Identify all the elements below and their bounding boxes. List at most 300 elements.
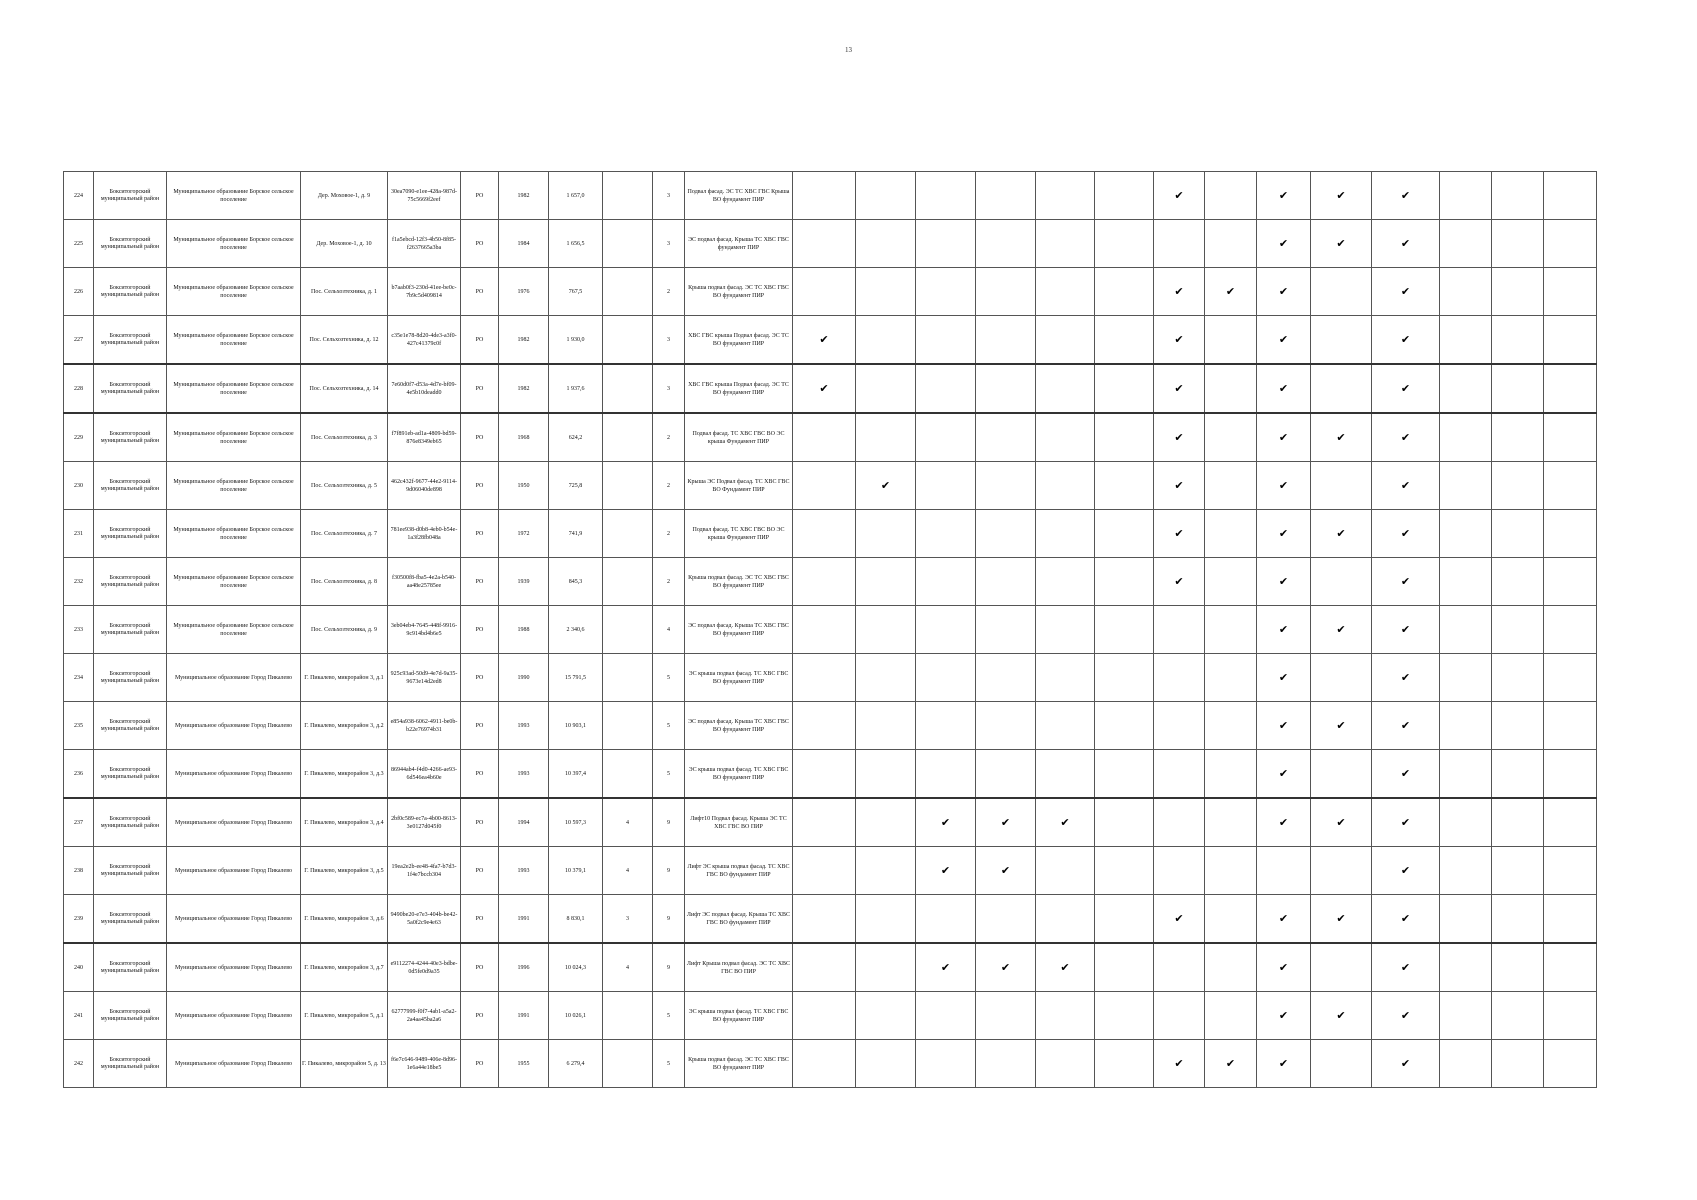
check-cell-5: [1036, 895, 1095, 944]
check-cell-11: ✔: [1372, 847, 1440, 895]
check-cell-2: [856, 172, 916, 220]
works-list-cell: Крыша подвал фасад. ЭС ТС ХВС ГВС ВО фундамент ПИР: [685, 558, 793, 606]
check-cell-4: [976, 606, 1036, 654]
check-cell-11: ✔: [1372, 750, 1440, 799]
ownership-type-cell: РО: [461, 172, 499, 220]
check-cell-14: [1544, 558, 1597, 606]
extra-count-cell: [603, 413, 653, 462]
check-cell-11: ✔: [1372, 943, 1440, 992]
check-cell-9: ✔: [1257, 606, 1311, 654]
check-cell-13: [1492, 992, 1544, 1040]
guid-cell: 7e60d0f7-d53a-4d7e-bf09-4e5b10deadd0: [388, 364, 461, 413]
extra-count-cell: [603, 364, 653, 413]
check-cell-9: ✔: [1257, 798, 1311, 847]
guid-cell: b7aab0f3-230d-41ee-be0c-7b9c5d409814: [388, 268, 461, 316]
check-cell-12: [1440, 364, 1492, 413]
guid-cell: e854a938-6062-4911-be0b-b22e76974b31: [388, 702, 461, 750]
row-number: 237: [64, 798, 94, 847]
check-cell-5: [1036, 1040, 1095, 1088]
area-cell: 1 930,0: [549, 316, 603, 365]
check-cell-7: ✔: [1154, 510, 1205, 558]
guid-cell: e9112274-4244-40e3-bdbe-0d5fe0d9a35: [388, 943, 461, 992]
check-cell-12: [1440, 510, 1492, 558]
guid-cell: f30500f8-fba5-4e2a-b540-aa48e25785ee: [388, 558, 461, 606]
check-cell-2: [856, 268, 916, 316]
check-cell-12: [1440, 558, 1492, 606]
check-cell-5: ✔: [1036, 943, 1095, 992]
check-cell-2: [856, 895, 916, 944]
check-cell-12: [1440, 702, 1492, 750]
extra-count-cell: 3: [603, 895, 653, 944]
check-cell-2: [856, 316, 916, 365]
row-number: 233: [64, 606, 94, 654]
check-cell-11: ✔: [1372, 364, 1440, 413]
check-cell-9: ✔: [1257, 1040, 1311, 1088]
ownership-type-cell: РО: [461, 654, 499, 702]
guid-cell: 62777999-f0f7-4ab1-a5a2-2a4aa45ba2a6: [388, 992, 461, 1040]
check-cell-6: [1095, 413, 1154, 462]
check-cell-7: ✔: [1154, 268, 1205, 316]
municipality-cell: Муниципальное образование Борское сельское поселение: [167, 220, 301, 268]
ownership-type-cell: РО: [461, 1040, 499, 1088]
row-number: 239: [64, 895, 94, 944]
check-cell-7: [1154, 750, 1205, 799]
table-row: [64, 172, 1597, 220]
address-cell: Пос. Сельхозтехника, д. 3: [301, 413, 388, 462]
address-cell: Пос. Сельхозтехника, д. 12: [301, 316, 388, 365]
ownership-type-cell: РО: [461, 413, 499, 462]
district-cell: Бокситогорский муниципальный район: [94, 316, 167, 365]
district-cell: Бокситогорский муниципальный район: [94, 750, 167, 799]
check-cell-4: [976, 702, 1036, 750]
check-cell-11: ✔: [1372, 558, 1440, 606]
check-cell-3: [916, 895, 976, 944]
year-cell: 1991: [499, 992, 549, 1040]
check-cell-2: [856, 364, 916, 413]
check-cell-3: [916, 558, 976, 606]
district-cell: Бокситогорский муниципальный район: [94, 558, 167, 606]
extra-count-cell: 4: [603, 847, 653, 895]
check-cell-3: [916, 172, 976, 220]
district-cell: Бокситогорский муниципальный район: [94, 413, 167, 462]
extra-count-cell: [603, 220, 653, 268]
year-cell: 1982: [499, 364, 549, 413]
check-cell-8: [1205, 510, 1257, 558]
year-cell: 1976: [499, 268, 549, 316]
check-cell-7: [1154, 654, 1205, 702]
area-cell: 10 397,4: [549, 750, 603, 799]
check-cell-5: [1036, 462, 1095, 510]
floors-cell: 3: [653, 316, 685, 365]
check-cell-13: [1492, 172, 1544, 220]
table-row: [64, 606, 1597, 654]
check-cell-7: ✔: [1154, 462, 1205, 510]
check-cell-10: [1311, 558, 1372, 606]
area-cell: 725,8: [549, 462, 603, 510]
year-cell: 1982: [499, 172, 549, 220]
guid-cell: 2bf0c589-ec7a-4b00-8613-3e0127d045f0: [388, 798, 461, 847]
check-cell-1: [793, 1040, 856, 1088]
district-cell: Бокситогорский муниципальный район: [94, 992, 167, 1040]
check-cell-11: ✔: [1372, 798, 1440, 847]
row-number: 236: [64, 750, 94, 799]
address-cell: Г. Пикалево, микрорайон 3, д.5: [301, 847, 388, 895]
check-cell-4: [976, 558, 1036, 606]
row-number: 228: [64, 364, 94, 413]
extra-count-cell: [603, 1040, 653, 1088]
works-list-cell: Подвал фасад. ЭС ТС ХВС ГВС Крыша ВО фундамент ПИР: [685, 172, 793, 220]
check-cell-14: [1544, 606, 1597, 654]
year-cell: 1968: [499, 413, 549, 462]
ownership-type-cell: РО: [461, 895, 499, 944]
check-cell-1: [793, 847, 856, 895]
check-cell-5: [1036, 316, 1095, 365]
check-cell-10: [1311, 364, 1372, 413]
year-cell: 1988: [499, 606, 549, 654]
ownership-type-cell: РО: [461, 992, 499, 1040]
check-cell-13: [1492, 798, 1544, 847]
row-number: 238: [64, 847, 94, 895]
check-cell-14: [1544, 847, 1597, 895]
year-cell: 1972: [499, 510, 549, 558]
floors-cell: 2: [653, 413, 685, 462]
check-cell-4: ✔: [976, 798, 1036, 847]
check-cell-3: [916, 316, 976, 365]
works-list-cell: Лифт Крыша подвал фасад. ЭС ТС ХВС ГВС ВО ПИР: [685, 943, 793, 992]
ownership-type-cell: РО: [461, 798, 499, 847]
check-cell-3: [916, 702, 976, 750]
area-cell: 10 903,1: [549, 702, 603, 750]
check-cell-4: [976, 1040, 1036, 1088]
check-cell-2: [856, 220, 916, 268]
check-cell-14: [1544, 316, 1597, 365]
address-cell: Дер. Моховое-1, д. 10: [301, 220, 388, 268]
area-cell: 1 937,6: [549, 364, 603, 413]
check-cell-1: ✔: [793, 316, 856, 365]
works-list-cell: ЭС крыша подвал фасад. ТС ХВС ГВС ВО фундамент ПИР: [685, 750, 793, 799]
guid-cell: 86944ab4-f4d0-4266-ae93-6d546ea4b60e: [388, 750, 461, 799]
check-cell-3: [916, 606, 976, 654]
year-cell: 1993: [499, 750, 549, 799]
check-cell-6: [1095, 943, 1154, 992]
check-cell-1: [793, 702, 856, 750]
floors-cell: 2: [653, 462, 685, 510]
row-number: 225: [64, 220, 94, 268]
check-cell-7: ✔: [1154, 413, 1205, 462]
check-cell-8: [1205, 364, 1257, 413]
check-cell-1: [793, 268, 856, 316]
check-cell-1: [793, 606, 856, 654]
check-cell-12: [1440, 943, 1492, 992]
floors-cell: 5: [653, 702, 685, 750]
check-cell-9: ✔: [1257, 943, 1311, 992]
check-cell-2: [856, 847, 916, 895]
works-list-cell: Крыша подвал фасад. ЭС ТС ХВС ГВС ВО фундамент ПИР: [685, 1040, 793, 1088]
check-cell-5: [1036, 510, 1095, 558]
address-cell: Г. Пикалево, микрорайон 3, д.2: [301, 702, 388, 750]
address-cell: Пос. Сельхозтехника, д. 1: [301, 268, 388, 316]
check-cell-7: ✔: [1154, 172, 1205, 220]
address-cell: Г. Пикалево, микрорайон 3, д.4: [301, 798, 388, 847]
municipality-cell: Муниципальное образование Борское сельское поселение: [167, 558, 301, 606]
check-cell-6: [1095, 847, 1154, 895]
guid-cell: 781ee938-d0b8-4eb0-b54e-1a3f28fb048a: [388, 510, 461, 558]
check-cell-10: [1311, 750, 1372, 799]
check-cell-9: ✔: [1257, 702, 1311, 750]
row-number: 232: [64, 558, 94, 606]
check-cell-9: ✔: [1257, 558, 1311, 606]
extra-count-cell: [603, 702, 653, 750]
check-cell-12: [1440, 895, 1492, 944]
check-cell-4: [976, 172, 1036, 220]
check-cell-3: [916, 750, 976, 799]
check-cell-13: [1492, 364, 1544, 413]
guid-cell: 3eb04eb4-7645-448f-9916-9c914bd4b6e5: [388, 606, 461, 654]
check-cell-4: [976, 750, 1036, 799]
check-cell-6: [1095, 558, 1154, 606]
check-cell-12: [1440, 462, 1492, 510]
district-cell: Бокситогорский муниципальный район: [94, 654, 167, 702]
table-row: [64, 992, 1597, 1040]
extra-count-cell: 4: [603, 943, 653, 992]
check-cell-6: [1095, 220, 1154, 268]
address-cell: Пос. Сельхозтехника, д. 8: [301, 558, 388, 606]
year-cell: 1990: [499, 654, 549, 702]
year-cell: 1984: [499, 220, 549, 268]
check-cell-10: ✔: [1311, 895, 1372, 944]
extra-count-cell: [603, 268, 653, 316]
district-cell: Бокситогорский муниципальный район: [94, 606, 167, 654]
check-cell-4: [976, 220, 1036, 268]
floors-cell: 4: [653, 606, 685, 654]
table-row: [64, 558, 1597, 606]
check-cell-9: ✔: [1257, 895, 1311, 944]
address-cell: Г. Пикалево, микрорайон 5, д.1: [301, 992, 388, 1040]
row-number: 231: [64, 510, 94, 558]
district-cell: Бокситогорский муниципальный район: [94, 895, 167, 944]
district-cell: Бокситогорский муниципальный район: [94, 702, 167, 750]
check-cell-1: [793, 895, 856, 944]
check-cell-9: ✔: [1257, 510, 1311, 558]
row-number: 240: [64, 943, 94, 992]
check-cell-8: [1205, 413, 1257, 462]
check-cell-6: [1095, 268, 1154, 316]
check-cell-9: ✔: [1257, 268, 1311, 316]
municipality-cell: Муниципальное образование Город Пикалево: [167, 992, 301, 1040]
check-cell-6: [1095, 798, 1154, 847]
ownership-type-cell: РО: [461, 943, 499, 992]
floors-cell: 9: [653, 895, 685, 944]
check-cell-7: ✔: [1154, 558, 1205, 606]
guid-cell: 462c432f-9677-44e2-9114-9d06040de898: [388, 462, 461, 510]
check-cell-6: [1095, 172, 1154, 220]
guid-cell: f7f891eb-ad1a-4809-bd59-876e8349eb65: [388, 413, 461, 462]
row-number: 234: [64, 654, 94, 702]
check-cell-1: [793, 510, 856, 558]
check-cell-8: [1205, 847, 1257, 895]
check-cell-7: ✔: [1154, 364, 1205, 413]
check-cell-3: ✔: [916, 798, 976, 847]
check-cell-9: ✔: [1257, 462, 1311, 510]
check-cell-11: ✔: [1372, 702, 1440, 750]
check-cell-8: [1205, 992, 1257, 1040]
check-cell-14: [1544, 943, 1597, 992]
year-cell: 1939: [499, 558, 549, 606]
municipality-cell: Муниципальное образование Город Пикалево: [167, 798, 301, 847]
ownership-type-cell: РО: [461, 316, 499, 365]
guid-cell: 30ea7090-e1ee-428a-987d-75c5669f2eef: [388, 172, 461, 220]
municipality-cell: Муниципальное образование Борское сельское поселение: [167, 510, 301, 558]
municipality-cell: Муниципальное образование Борское сельское поселение: [167, 606, 301, 654]
district-cell: Бокситогорский муниципальный район: [94, 798, 167, 847]
check-cell-8: [1205, 606, 1257, 654]
check-cell-2: [856, 1040, 916, 1088]
works-list-cell: Лифт10 Подвал фасад. Крыша ЭС ТС ХВС ГВС ВО ПИР: [685, 798, 793, 847]
extra-count-cell: 4: [603, 798, 653, 847]
check-cell-3: ✔: [916, 943, 976, 992]
table-row: [64, 220, 1597, 268]
check-cell-10: ✔: [1311, 413, 1372, 462]
guid-cell: f6e7c646-9489-406e-8d96-1e6a44e18be5: [388, 1040, 461, 1088]
check-cell-5: [1036, 750, 1095, 799]
check-cell-11: ✔: [1372, 462, 1440, 510]
floors-cell: 3: [653, 220, 685, 268]
guid-cell: 19ea2e2b-ee48-4fa7-b7d3-1f4e7bccb304: [388, 847, 461, 895]
check-cell-10: [1311, 847, 1372, 895]
area-cell: 624,2: [549, 413, 603, 462]
check-cell-6: [1095, 750, 1154, 799]
area-cell: 845,3: [549, 558, 603, 606]
year-cell: 1950: [499, 462, 549, 510]
check-cell-5: [1036, 847, 1095, 895]
check-cell-1: ✔: [793, 364, 856, 413]
check-cell-3: [916, 1040, 976, 1088]
check-cell-1: [793, 413, 856, 462]
check-cell-12: [1440, 606, 1492, 654]
check-cell-8: [1205, 798, 1257, 847]
check-cell-5: [1036, 413, 1095, 462]
check-cell-13: [1492, 413, 1544, 462]
check-cell-3: [916, 413, 976, 462]
check-cell-3: [916, 654, 976, 702]
address-cell: Пос. Сельхозтехника, д. 9: [301, 606, 388, 654]
check-cell-10: ✔: [1311, 798, 1372, 847]
row-number: 227: [64, 316, 94, 365]
row-number: 229: [64, 413, 94, 462]
check-cell-14: [1544, 895, 1597, 944]
check-cell-12: [1440, 413, 1492, 462]
extra-count-cell: [603, 172, 653, 220]
check-cell-7: [1154, 847, 1205, 895]
check-cell-10: ✔: [1311, 172, 1372, 220]
check-cell-11: ✔: [1372, 606, 1440, 654]
year-cell: 1993: [499, 847, 549, 895]
check-cell-6: [1095, 316, 1154, 365]
district-cell: Бокситогорский муниципальный район: [94, 943, 167, 992]
check-cell-5: [1036, 172, 1095, 220]
ownership-type-cell: РО: [461, 558, 499, 606]
check-cell-10: [1311, 1040, 1372, 1088]
check-cell-5: [1036, 268, 1095, 316]
floors-cell: 3: [653, 172, 685, 220]
works-list-cell: ЭС крыша подвал фасад. ТС ХВС ГВС ВО фундамент ПИР: [685, 992, 793, 1040]
check-cell-5: [1036, 992, 1095, 1040]
district-cell: Бокситогорский муниципальный район: [94, 462, 167, 510]
check-cell-13: [1492, 943, 1544, 992]
ownership-type-cell: РО: [461, 220, 499, 268]
year-cell: 1994: [499, 798, 549, 847]
works-list-cell: ХВС ГВС крыша Подвал фасад. ЭС ТС ВО фундамент ПИР: [685, 364, 793, 413]
municipality-cell: Муниципальное образование Город Пикалево: [167, 750, 301, 799]
check-cell-2: [856, 943, 916, 992]
check-cell-12: [1440, 750, 1492, 799]
check-cell-6: [1095, 606, 1154, 654]
floors-cell: 9: [653, 943, 685, 992]
check-cell-3: [916, 220, 976, 268]
check-cell-3: [916, 992, 976, 1040]
floors-cell: 5: [653, 750, 685, 799]
check-cell-3: ✔: [916, 847, 976, 895]
check-cell-2: [856, 606, 916, 654]
check-cell-7: [1154, 702, 1205, 750]
check-cell-6: [1095, 702, 1154, 750]
works-list-cell: Подвал фасад. ТС ХВС ГВС ВО ЭС крыша Фундамент ПИР: [685, 413, 793, 462]
ownership-type-cell: РО: [461, 606, 499, 654]
table-row: [64, 413, 1597, 462]
check-cell-12: [1440, 220, 1492, 268]
check-cell-14: [1544, 268, 1597, 316]
check-cell-1: [793, 462, 856, 510]
check-cell-1: [793, 943, 856, 992]
check-cell-13: [1492, 702, 1544, 750]
check-cell-14: [1544, 510, 1597, 558]
check-cell-6: [1095, 895, 1154, 944]
check-cell-5: [1036, 606, 1095, 654]
row-number: 241: [64, 992, 94, 1040]
row-number: 226: [64, 268, 94, 316]
area-cell: 767,5: [549, 268, 603, 316]
check-cell-10: ✔: [1311, 992, 1372, 1040]
check-cell-8: [1205, 220, 1257, 268]
check-cell-11: ✔: [1372, 268, 1440, 316]
check-cell-4: [976, 992, 1036, 1040]
check-cell-1: [793, 992, 856, 1040]
check-cell-14: [1544, 220, 1597, 268]
check-cell-1: [793, 654, 856, 702]
table-row: [64, 943, 1597, 992]
check-cell-2: [856, 702, 916, 750]
check-cell-4: [976, 895, 1036, 944]
municipality-cell: Муниципальное образование Город Пикалево: [167, 654, 301, 702]
ownership-type-cell: РО: [461, 268, 499, 316]
ownership-type-cell: РО: [461, 702, 499, 750]
municipality-cell: Муниципальное образование Город Пикалево: [167, 1040, 301, 1088]
check-cell-14: [1544, 992, 1597, 1040]
address-cell: Дер. Моховое-1, д. 9: [301, 172, 388, 220]
table-row: [64, 702, 1597, 750]
check-cell-11: ✔: [1372, 992, 1440, 1040]
check-cell-4: [976, 462, 1036, 510]
check-cell-13: [1492, 654, 1544, 702]
check-cell-10: [1311, 462, 1372, 510]
check-cell-12: [1440, 847, 1492, 895]
check-cell-13: [1492, 316, 1544, 365]
year-cell: 1991: [499, 895, 549, 944]
floors-cell: 9: [653, 847, 685, 895]
address-cell: Г. Пикалево, микрорайон 3, д.1: [301, 654, 388, 702]
check-cell-13: [1492, 510, 1544, 558]
works-list-cell: ЭС подвал фасад. Крыша ТС ХВС ГВС фундамент ПИР: [685, 220, 793, 268]
